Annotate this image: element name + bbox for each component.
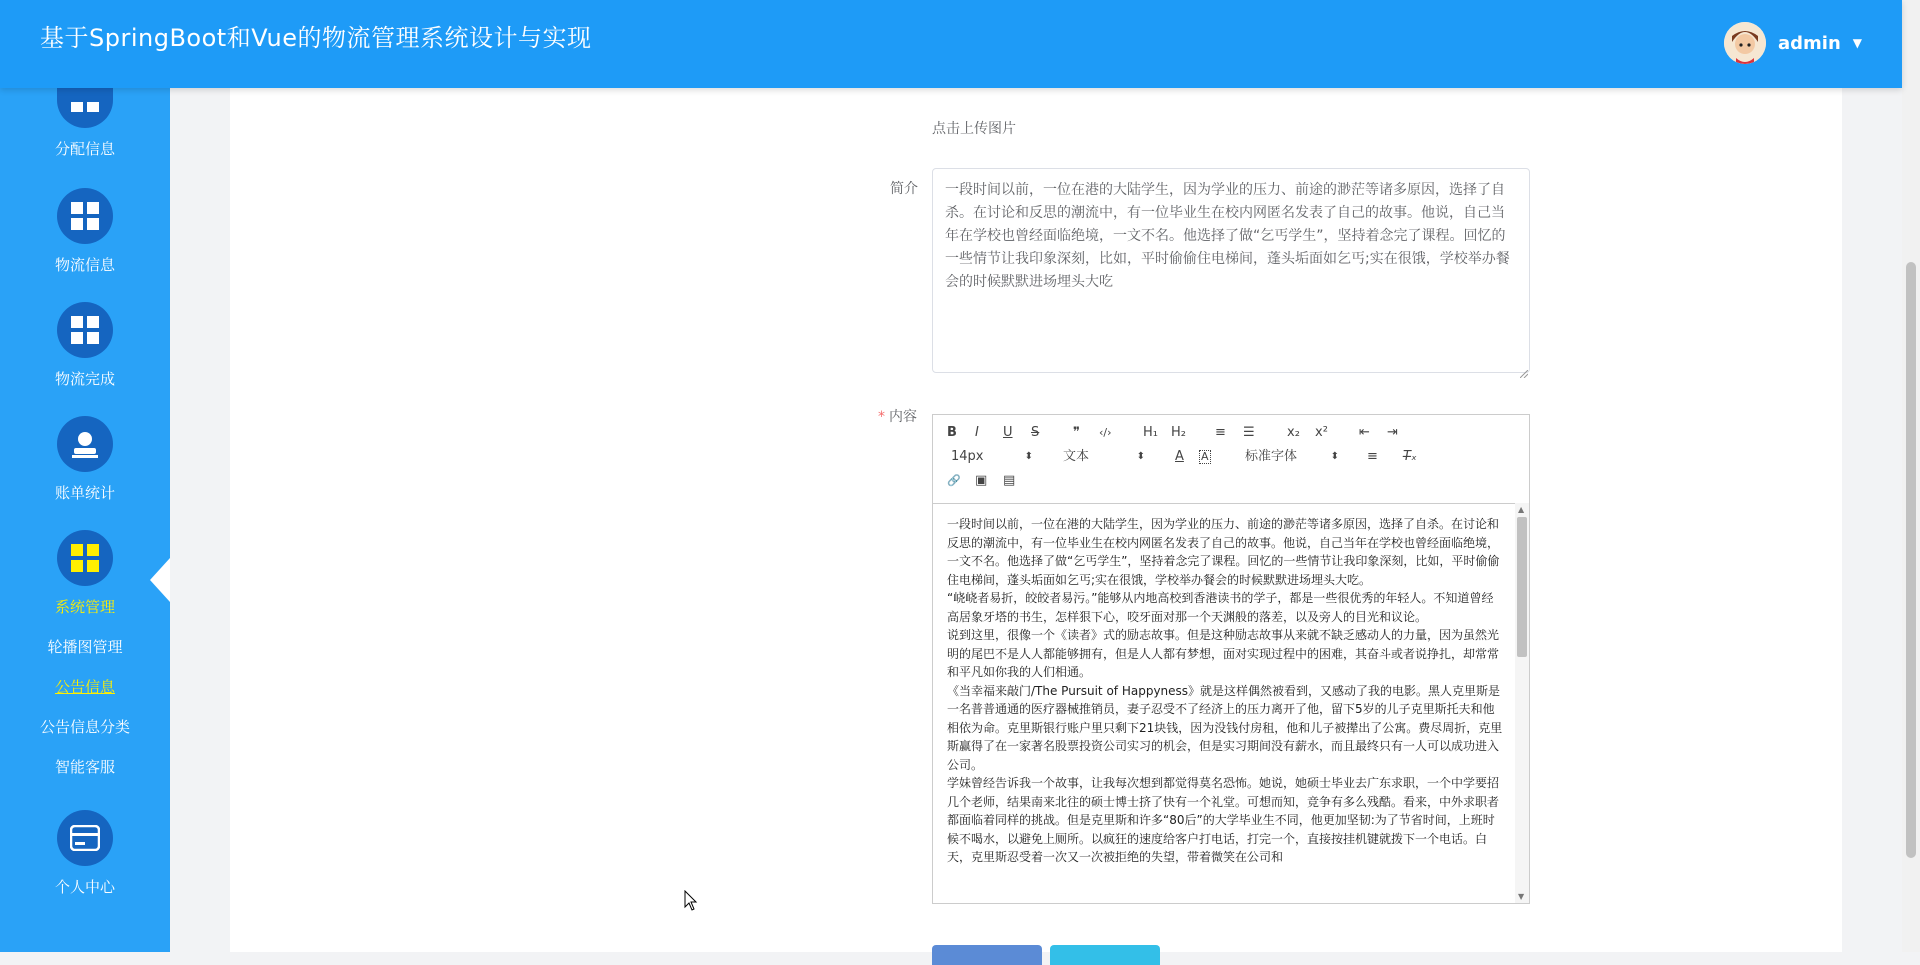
- editor-scrollbar[interactable]: [1515, 503, 1529, 903]
- align-icon[interactable]: ≡: [1367, 449, 1378, 464]
- sidebar: [0, 0, 170, 952]
- font-family-select[interactable]: [1245, 447, 1339, 467]
- editor-content[interactable]: [933, 503, 1529, 903]
- sidebar-item-logistics[interactable]: [0, 188, 170, 275]
- sidebar-sub-chatbot[interactable]: 智能客服: [54, 758, 115, 776]
- indent-icon[interactable]: ⇥: [1387, 425, 1398, 440]
- chevron-down-icon[interactable]: ▼: [1852, 36, 1862, 50]
- video-icon[interactable]: ▤: [1003, 473, 1016, 488]
- mouse-cursor-icon: [684, 890, 698, 917]
- background-color-icon[interactable]: A: [1201, 450, 1209, 463]
- heading1-icon[interactable]: H₁: [1143, 425, 1158, 440]
- avatar[interactable]: [1724, 22, 1766, 64]
- grid-icon: [57, 302, 113, 358]
- editor-paragraph: “峣峣者易折，皎皎者易污。”能够从内地高校到香港读书的学子，都是一些很优秀的年轻人。不知道曾经高居象牙塔的书生，怎样狠下心，咬牙面对那一个天渊般的落差，以及旁人的目光和议论。: [947, 591, 1494, 624]
- select-arrow-icon: ⬍: [1136, 451, 1145, 462]
- user-icon: [57, 416, 113, 472]
- sidebar-item-label: 账单统计: [54, 484, 115, 502]
- rich-text-editor[interactable]: [932, 414, 1530, 904]
- outdent-icon[interactable]: ⇤: [1359, 425, 1370, 440]
- sidebar-item-label: 物流完成: [54, 370, 115, 388]
- font-family-value: 标准字体: [1245, 449, 1298, 464]
- sidebar-item-label: 物流信息: [54, 256, 115, 274]
- upload-image-link[interactable]: 点击上传图片: [932, 121, 1016, 137]
- sidebar-item-profile[interactable]: [0, 810, 170, 897]
- content-label: [878, 406, 917, 426]
- card-icon: [57, 810, 113, 866]
- top-header: [0, 0, 1902, 88]
- sidebar-item-system[interactable]: [0, 530, 170, 617]
- ordered-list-icon[interactable]: ≡: [1215, 425, 1226, 440]
- username[interactable]: admin: [1777, 32, 1841, 54]
- sidebar-item-bills[interactable]: [0, 416, 170, 503]
- sidebar-item-label: 个人中心: [54, 878, 115, 896]
- page-scrollbar-thumb[interactable]: [1906, 262, 1916, 858]
- main-panel: [230, 88, 1842, 952]
- required-mark: *: [878, 409, 885, 425]
- sidebar-sub-notice[interactable]: 公告信息: [54, 678, 115, 696]
- header-select[interactable]: [1063, 447, 1145, 467]
- clean-format-icon[interactable]: T̶ₓ: [1403, 449, 1417, 464]
- editor-toolbar: [933, 415, 1529, 504]
- editor-text[interactable]: [947, 515, 1503, 867]
- sidebar-item-label: 系统管理: [54, 598, 115, 616]
- scrollbar-thumb[interactable]: [1517, 517, 1527, 657]
- font-color-icon[interactable]: A: [1175, 449, 1184, 464]
- avatar-image-icon: [1724, 22, 1766, 64]
- italic-icon[interactable]: I: [975, 425, 979, 440]
- page-scrollbar[interactable]: [1902, 0, 1920, 952]
- resize-handle-icon[interactable]: [1520, 363, 1528, 382]
- grid-icon: [57, 84, 113, 128]
- app-title: 基于SpringBoot和Vue的物流管理系统设计与实现: [40, 24, 592, 52]
- grid-icon: [57, 530, 113, 586]
- submit-button[interactable]: [932, 945, 1042, 965]
- blockquote-icon[interactable]: ❞: [1073, 425, 1080, 440]
- intro-label: 简介: [890, 181, 918, 197]
- editor-paragraph: 《当幸福来敲门/The Pursuit of Happyness》就是这样偶然被看到，又感动了我的电影。黑人克里斯是一名普普通通的医疗器械推销员，妻子忍受不了经济上的压力离开了他，留下5岁的儿子克里斯托夫和他相依为命。克里斯银行账户里只剩下21块钱，因为没钱付房租，他和儿子被撵出了公寓。费尽周折，克里斯赢得了在一家著名股票投资公司实习的机会，但是实习期间没有薪水，而且最终只有一人可以成功进入公司。: [947, 683, 1503, 772]
- link-icon[interactable]: 🔗: [947, 474, 961, 487]
- image-icon[interactable]: ▣: [975, 473, 988, 488]
- underline-icon[interactable]: U: [1003, 425, 1013, 440]
- heading2-icon[interactable]: H₂: [1171, 425, 1186, 440]
- editor-paragraph: 一段时间以前，一位在港的大陆学生，因为学业的压力、前途的渺茫等诸多原因，选择了自杀。在讨论和反思的潮流中，有一位毕业生在校内网匿名发表了自己的故事。他说，自己当年在学校也曾经面临绝境，一文不名。他选择了做“乞丐学生”，坚持着念完了课程。回忆的一些情节让我印象深刻，比如，平时偷偷住电梯间，蓬头垢面如乞丐;实在很饿，学校举办餐会的时候默默进场埋头大吃。: [947, 517, 1500, 587]
- sidebar-item-label: 分配信息: [54, 140, 115, 158]
- scroll-down-icon[interactable]: ▼: [1518, 892, 1525, 901]
- cancel-button[interactable]: [1050, 945, 1160, 965]
- subscript-icon[interactable]: x₂: [1287, 425, 1300, 440]
- sidebar-sub-notice-category[interactable]: 公告信息分类: [39, 718, 130, 736]
- superscript-icon[interactable]: x²: [1315, 425, 1328, 440]
- strike-icon[interactable]: S: [1031, 425, 1040, 440]
- bullet-list-icon[interactable]: ☰: [1243, 425, 1255, 440]
- font-size-select[interactable]: [951, 447, 1033, 467]
- active-indicator: [150, 558, 170, 602]
- select-arrow-icon: ⬍: [1330, 451, 1339, 462]
- editor-paragraph: 说到这里，很像一个《读者》式的励志故事。但是这种励志故事从来就不缺乏感动人的力量，因为虽然光明的尾巴不是人人都能够拥有，但是人人都有梦想，面对实现过程中的困难，其奋斗或者说挣扎，却常常和平凡如你我的人们相通。: [947, 628, 1500, 679]
- intro-textarea[interactable]: 一段时间以前，一位在港的大陆学生，因为学业的压力、前途的渺茫等诸多原因，选择了自杀。在讨论和反思的潮流中，有一位毕业生在校内网匿名发表了自己的故事。他说，自己当年在学校也曾经面临绝境，一文不名。他选择了做“乞丐学生”，坚持着念完了课程。回忆的一些情节让我印象深刻，比如，平时偷偷住电梯间，蓬头垢面如乞丐;实在很饿，学校举办餐会的时候默默进场埋头大吃: [932, 168, 1530, 373]
- editor-paragraph: 学妹曾经告诉我一个故事，让我每次想到都觉得莫名恐怖。她说，她硕士毕业去广东求职，一个中学要招几个老师，结果南来北往的硕士博士挤了快有一个礼堂。可想而知，竞争有多么残酷。看来，中外求职者都面临着同样的挑战。但是克里斯和许多“80后”的大学毕业生不同，他更加坚韧:为了节省时间，上班时候不喝水，以避免上厕所。以疯狂的速度给客户打电话，打完一个，直接按挂机键就拨下一个电话。白天，克里斯忍受着一次又一次被拒绝的失望，带着微笑在公司和: [947, 776, 1500, 864]
- code-block-icon[interactable]: ‹/›: [1099, 426, 1112, 439]
- header-value: 文本: [1063, 449, 1090, 464]
- bold-icon[interactable]: B: [947, 425, 957, 440]
- sidebar-sub-banner[interactable]: 轮播图管理: [47, 638, 123, 656]
- select-arrow-icon: ⬍: [1024, 451, 1033, 462]
- grid-icon: [57, 188, 113, 244]
- content-label-text: 内容: [889, 409, 917, 425]
- sidebar-item-allocation[interactable]: [0, 84, 170, 159]
- user-menu[interactable]: [1724, 22, 1862, 64]
- sidebar-item-completed[interactable]: [0, 302, 170, 389]
- font-size-value: 14px: [951, 449, 984, 464]
- scroll-up-icon[interactable]: ▲: [1518, 505, 1525, 514]
